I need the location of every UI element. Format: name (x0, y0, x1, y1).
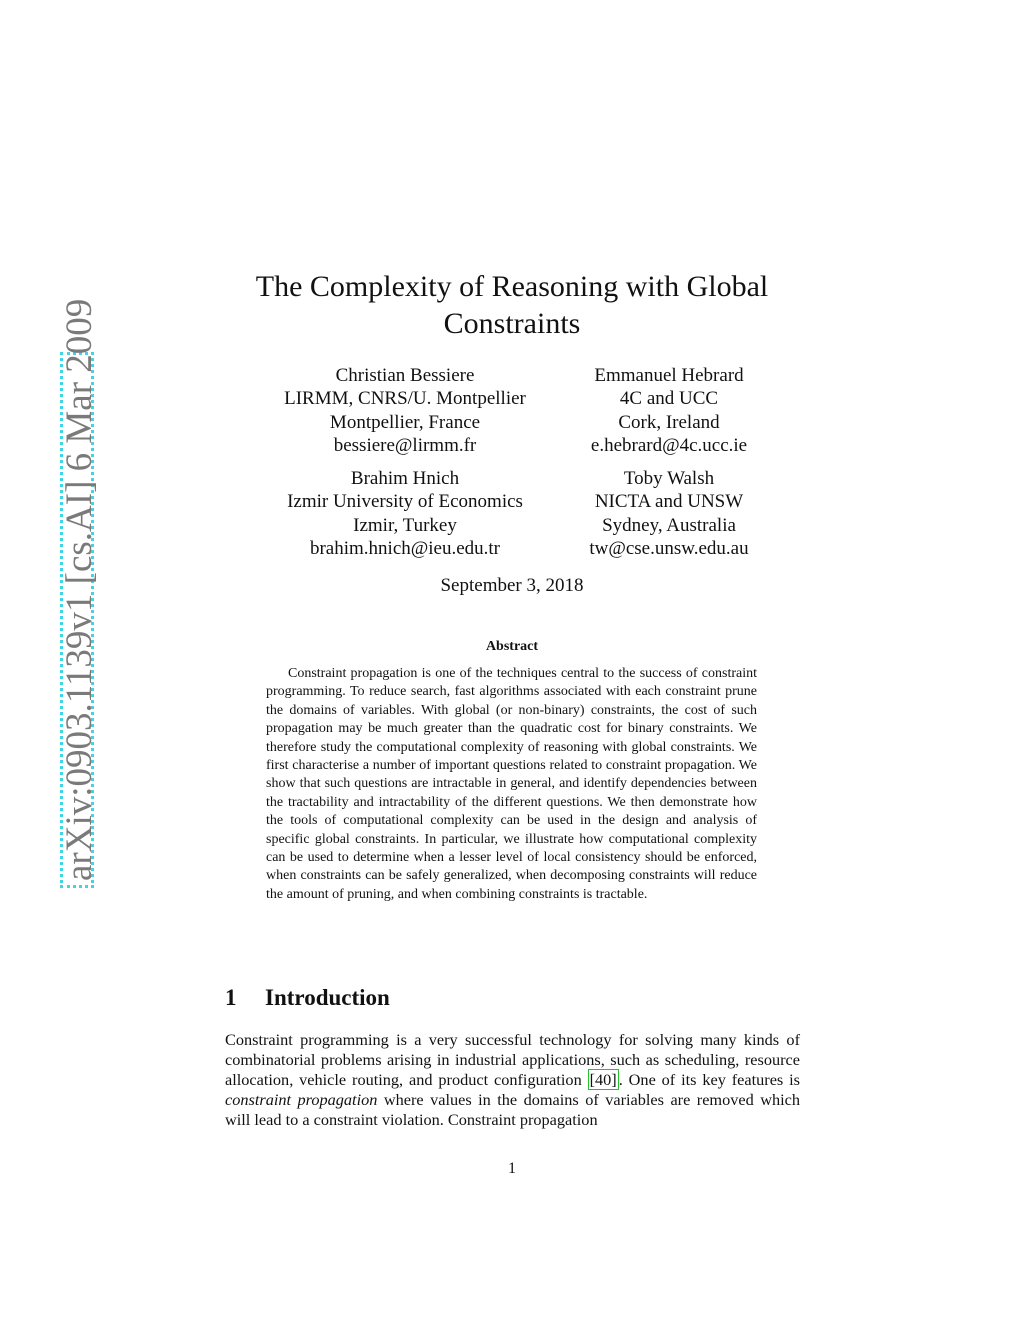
author-location: Sydney, Australia (602, 514, 736, 536)
author-location: Izmir, Turkey (353, 514, 457, 536)
author-location: Cork, Ireland (618, 411, 720, 433)
author-email[interactable]: bessiere@lirmm.fr (333, 434, 477, 456)
author-affiliation: 4C and UCC (619, 388, 719, 410)
intro-text: Constraint programming is a very successful technology for solving many kinds of combinatorial problems arising in industrial applications, such as scheduling, resource allocation, vehicle routing, and product configuration (225, 1030, 800, 1089)
author-name: Christian Bessiere (335, 365, 475, 386)
author-name: Brahim Hnich (350, 468, 460, 489)
author-block (509, 467, 829, 560)
author-email[interactable]: tw@cse.unsw.edu.au (589, 537, 749, 559)
author-email[interactable]: e.hebrard@4c.ucc.ie (590, 434, 748, 456)
section-number: 1 (225, 985, 237, 1010)
emphasized-term: constraint propagation (225, 1090, 378, 1109)
citation-link[interactable]: [40] (589, 1070, 617, 1089)
author-affiliation: Izmir University of Economics (287, 491, 523, 513)
paper-title: The Complexity of Reasoning with Global Constraints (255, 270, 769, 340)
introduction-paragraph (225, 1030, 800, 1130)
arxiv-identifier-stamp[interactable]: arXiv:0903.1139v1 [cs.AI] 6 Mar 2009 (60, 352, 94, 888)
intro-text: . One of its key features is (618, 1070, 801, 1089)
author-location: Montpellier, France (329, 411, 481, 433)
author-block (509, 364, 829, 457)
author-name: Emmanuel Hebrard (594, 365, 744, 386)
author-name: Toby Walsh (623, 468, 715, 489)
section-title: Introduction (265, 985, 390, 1010)
publication-date: September 3, 2018 (440, 575, 584, 596)
abstract-text: Constraint propagation is one of the techniques central to the success of constraint programming. To reduce search, fast algorithms associated with each constraint prune the domains of variables. With global (or non-binary) constraints, the cost of such propagation may be much greater than the quadratic cost for binary constraints. We therefore study the computational complexity of reasoning with global constraints. We first characterise a number of important questions related to constraint propagation. We show that such questions are intractable in general, and identify dependencies between the tractability and intractability of the different questions. We then demonstrate how the tools of computational complexity can be used in the design and analysis of specific global constraints. In particular, we illustrate how computational complexity can be used to determine when a lesser level of local consistency should be enforced, when constraints can be safely generalized, when decomposing constraints will reduce the amount of pruning, and when combining constraints is tractable. (266, 666, 757, 902)
section-heading (225, 985, 390, 1011)
author-affiliation: NICTA and UNSW (594, 491, 744, 513)
author-affiliation: LIRMM, CNRS/U. Montpellier (284, 388, 526, 410)
intro-text: where values in the domains of variables are removed which will lead to a constraint violation. Constraint propagation (225, 1090, 800, 1129)
page-number: 1 (508, 1160, 516, 1177)
author-email[interactable]: brahim.hnich@ieu.edu.tr (309, 537, 501, 559)
abstract-heading: Abstract (485, 639, 539, 654)
